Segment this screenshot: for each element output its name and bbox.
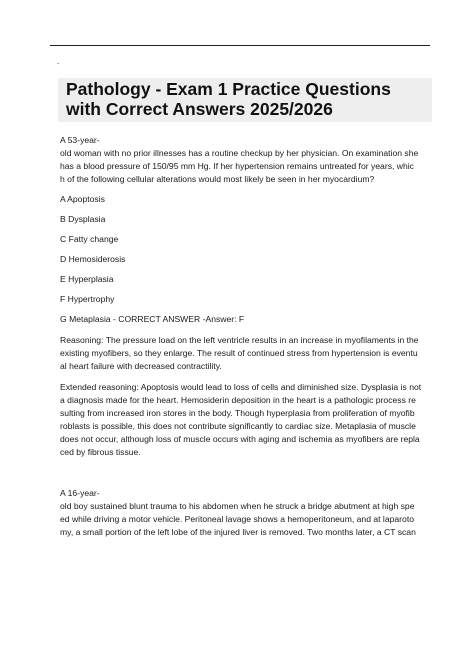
- stem-line: has a blood pressure of 150/95 mm Hg. If her hypertension remains untreated for years, whic: [60, 161, 414, 171]
- reasoning-paragraph: [60, 334, 432, 373]
- extended-line: does not occur, although loss of muscle occurs with aging and ischemia as myofibers are repla: [60, 434, 420, 444]
- stem-line: old woman with no prior illnesses has a routine checkup by her physician. On examination she: [60, 148, 419, 158]
- reasoning-line: al heart failure with decreased contractility.: [60, 361, 222, 371]
- option-a: A Apoptosis: [60, 194, 105, 204]
- option-e: E Hyperplasia: [60, 274, 114, 284]
- stray-mark: .: [57, 57, 60, 66]
- option-c: C Fatty change: [60, 234, 119, 244]
- reasoning-line: Reasoning: The pressure load on the left ventricle results in an increase in myofilaments in the: [60, 335, 419, 345]
- option-f: F Hypertrophy: [60, 294, 115, 304]
- document-body: [60, 134, 432, 539]
- question-2-stem: [60, 487, 432, 539]
- title-line-2: with Correct Answers 2025/2026: [66, 99, 333, 119]
- reasoning-line: existing myofibers, so they enlarge. The result of continued stress from hypertension is eventu: [60, 348, 418, 358]
- extended-line: a diagnosis made for the heart. Hemosiderin deposition in the heart is a pathologic process re: [60, 395, 416, 405]
- option-b: B Dysplasia: [60, 214, 106, 224]
- question-1-stem: [60, 134, 432, 186]
- extended-line: Extended reasoning: Apoptosis would lead to loss of cells and diminished size. Dysplasia is not: [60, 382, 422, 392]
- stem-line: my, a small portion of the left lobe of the injured liver is removed. Two months later, a CT scan: [60, 527, 416, 537]
- stem-line: old boy sustained blunt trauma to his abdomen when he struck a bridge abutment at high spe: [60, 501, 415, 511]
- extended-reasoning-paragraph: [60, 381, 432, 459]
- stem-line: A 16-year-: [60, 488, 100, 498]
- option-d: D Hemosiderosis: [60, 254, 126, 264]
- extended-line: sulting from increased iron stores in the body. Though hyperplasia from proliferation of myofib: [60, 408, 415, 418]
- option-g-answer: G Metaplasia - CORRECT ANSWER -Answer: F: [60, 314, 245, 324]
- stem-line: A 53-year-: [60, 135, 100, 145]
- header-rule: [50, 45, 430, 46]
- extended-line: roblasts is possible, this does not contribute significantly to cardiac size. Metaplasia of muscle: [60, 421, 416, 431]
- title-block: [58, 78, 432, 122]
- stem-line: ed while driving a motor vehicle. Peritoneal lavage shows a hemoperitoneum, and at laparoto: [60, 514, 414, 524]
- stem-line: h of the following cellular alterations would most likely be seen in her myocardium?: [60, 174, 375, 184]
- extended-line: ced by fibrous tissue.: [60, 447, 141, 457]
- title-line-1: Pathology - Exam 1 Practice Questions: [66, 79, 391, 99]
